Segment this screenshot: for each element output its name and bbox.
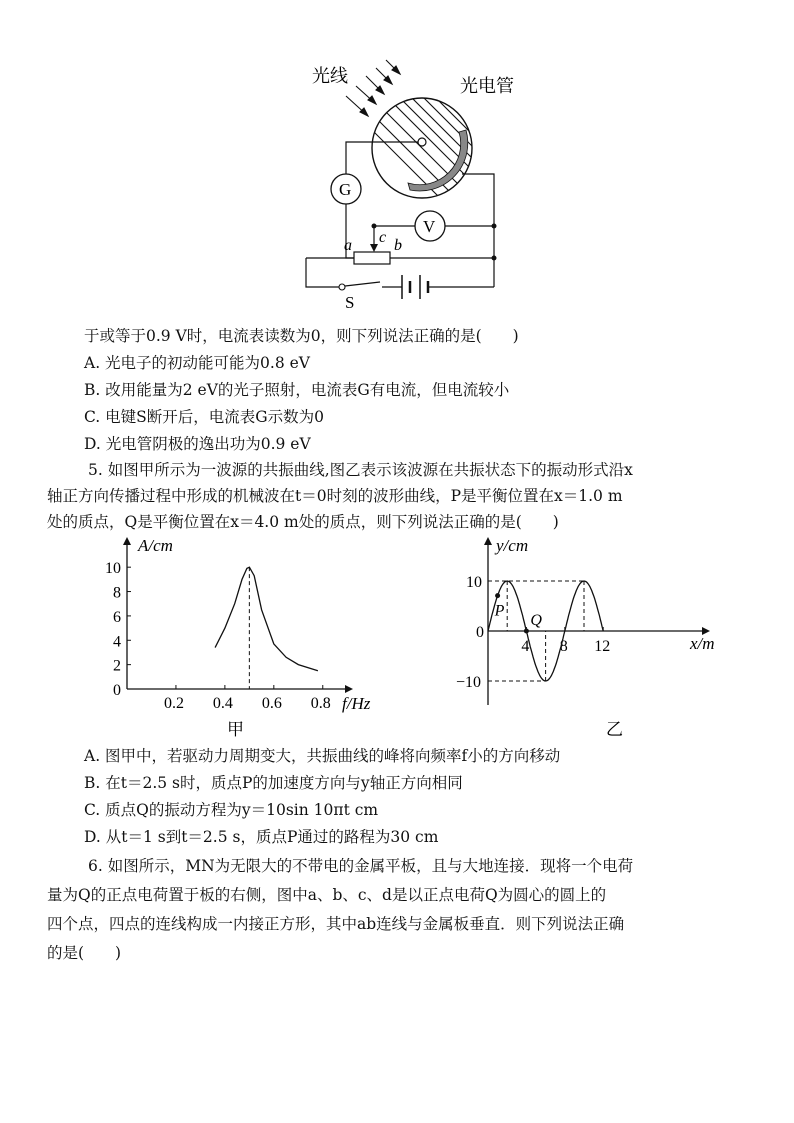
resonance-curve-chart	[100, 535, 400, 745]
q5-option-d: D. 从t＝1 s到t＝2.5 s，质点P通过的路程为30 cm	[84, 828, 439, 846]
end-b-label: b	[394, 237, 402, 254]
yi-xlabel: x/m	[690, 634, 715, 653]
q5-option-c: C. 质点Q的振动方程为y＝10sin 10πt cm	[84, 801, 379, 819]
switch-label: S	[345, 293, 355, 312]
jia-caption: 甲	[227, 720, 244, 739]
yi-x-tick-label: 4	[521, 638, 530, 655]
q4-option-d: D. 光电管阴极的逸出功为0.9 eV	[84, 435, 311, 453]
q5-stem-line-2: 轴正方向传播过程中形成的机械波在t＝0时刻的波形曲线，P是平衡位置在x＝1.0 m	[47, 487, 623, 505]
jia-x-tick-label: 0.8	[310, 695, 331, 712]
yi-y-arrow	[484, 537, 492, 545]
q4-option-c: C. 电键S断开后，电流表G示数为0	[84, 408, 325, 426]
jia-y-arrow	[123, 537, 131, 545]
q6-stem-line-4: 的是( )	[47, 944, 122, 962]
jia-x-arrow	[345, 685, 353, 693]
tube-label: 光电管	[460, 76, 514, 96]
photoelectric-circuit-figure	[290, 50, 530, 312]
slider-c-label: c	[379, 229, 387, 246]
jia-y-tick-label: 10	[105, 560, 121, 578]
yi-point-Q	[524, 629, 529, 634]
q6-stem-line-1: 6. 如图所示，MN为无限大的不带电的金属平板，且与大地连接．现将一个电荷	[88, 857, 634, 875]
q6-stem-line-3: 四个点，四点的连线构成一内接正方形，其中ab连线与金属板垂直．则下列说法正确	[47, 915, 625, 933]
yi-y-tick-label: 10	[466, 574, 482, 591]
yi-y-tick-label: 0	[476, 624, 484, 641]
q6-stem-line-2: 量为Q的正点电荷置于板的右侧，图中a、b、c、d是以正点电荷Q为圆心的圆上的	[47, 886, 607, 904]
yi-caption: 乙	[606, 720, 623, 739]
jia-y-tick-label: 6	[113, 608, 121, 626]
jia-x-tick-label: 0.4	[212, 695, 233, 712]
resonance-curve	[215, 567, 318, 671]
q5-option-b: B. 在t＝2.5 s时，质点P的加速度方向与y轴正方向相同	[84, 774, 463, 792]
wave-chart	[440, 535, 740, 745]
jia-x-tick-label: 0.2	[163, 695, 184, 712]
jia-x-tick-label: 0.6	[261, 695, 282, 712]
q5-stem-line-3: 处的质点，Q是平衡位置在x＝4.0 m处的质点，则下列说法正确的是( )	[47, 513, 559, 531]
light-label: 光线	[312, 66, 348, 86]
yi-ylabel: y/cm	[496, 536, 529, 555]
yi-x-tick-label: 8	[559, 638, 568, 655]
yi-point-label-Q: Q	[530, 612, 542, 629]
q4-stem: 于或等于0.9 V时，电流表读数为0，则下列说法正确的是( )	[84, 327, 519, 345]
jia-y-tick-label: 2	[113, 657, 121, 675]
yi-y-tick-label: −10	[456, 674, 482, 691]
jia-y-tick-label: 4	[113, 633, 121, 651]
jia-xlabel: f/Hz	[342, 694, 371, 713]
rheostat	[354, 252, 390, 264]
anode	[418, 138, 426, 146]
jia-ylabel: A/cm	[138, 536, 173, 555]
jia-y-tick-label: 8	[113, 584, 121, 602]
yi-x-tick-label: 12	[594, 638, 611, 655]
switch	[339, 284, 345, 290]
q4-option-b: B. 改用能量为2 eV的光子照射，电流表G有电流，但电流较小	[84, 381, 510, 399]
q4-option-a: A. 光电子的初动能可能为0.8 eV	[84, 354, 310, 372]
jia-y-tick-label: 0	[113, 682, 121, 699]
yi-point-P	[495, 593, 500, 598]
voltmeter-label: V	[423, 217, 436, 236]
yi-point-label-P: P	[494, 602, 505, 620]
q5-option-a: A. 图甲中，若驱动力周期变大，共振曲线的峰将向频率f小的方向移动	[84, 747, 561, 765]
q5-stem-line-1: 5. 如图甲所示为一波源的共振曲线,图乙表示该波源在共振状态下的振动形式沿x	[88, 461, 633, 479]
battery	[402, 275, 428, 299]
galvanometer-label: G	[339, 180, 352, 199]
end-a-label: a	[344, 237, 352, 254]
